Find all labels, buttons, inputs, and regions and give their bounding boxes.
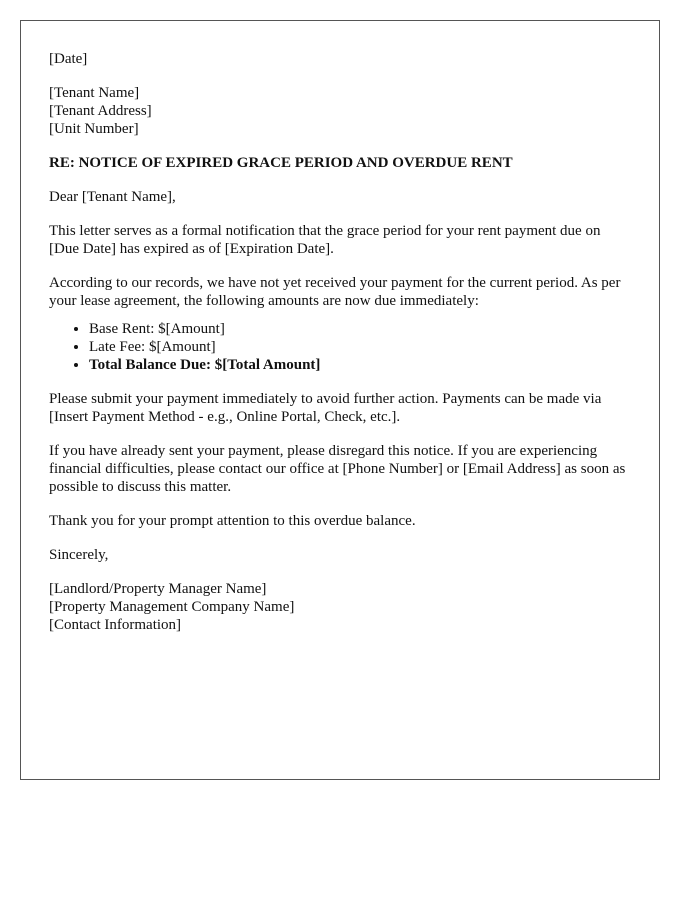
signature-contact: [Contact Information] [49, 617, 182, 633]
salutation: Dear [Tenant Name], [49, 189, 176, 205]
closing: Sincerely, [49, 547, 109, 563]
paragraph-records: According to our records, we have not yet received your payment for the current period. As per your lease agreement, the following amounts are now due immediately: [49, 275, 621, 309]
letter-page [20, 20, 660, 780]
paragraph-grace-period: This letter serves as a formal notification that the grace period for your rent payment due on [Due Date] has expired as of [Expiration Date]. [49, 223, 601, 257]
subject-line: RE: NOTICE OF EXPIRED GRACE PERIOD AND OVERDUE RENT [49, 155, 513, 171]
recipient-address: [Tenant Address] [49, 103, 152, 119]
letter-date: [Date] [49, 51, 88, 67]
recipient-unit: [Unit Number] [49, 121, 139, 137]
signature-name: [Landlord/Property Manager Name] [49, 581, 267, 597]
signature-block [49, 580, 631, 634]
paragraph-payment-instructions: Please submit your payment immediately to avoid further action. Payments can be made via [Insert Payment Method - e.g., Online Portal, Check, etc.]. [49, 391, 602, 425]
list-item-total-balance: • Total Balance Due: $[Total Amount] [89, 356, 631, 374]
paragraph-disregard-notice: If you have already sent your payment, please disregard this notice. If you are experiencing financial difficulties, please contact our office at [Phone Number] or [Email Address] as soon as possible to discuss this matter. [49, 443, 626, 495]
paragraph-thank-you: Thank you for your prompt attention to this overdue balance. [49, 513, 416, 529]
list-item-base-rent: • Base Rent: $[Amount] [89, 320, 631, 338]
recipient-name: [Tenant Name] [49, 85, 140, 101]
list-item-late-fee: • Late Fee: $[Amount] [89, 338, 631, 356]
recipient-block [49, 84, 631, 138]
signature-company: [Property Management Company Name] [49, 599, 295, 615]
amounts-list [49, 320, 631, 374]
